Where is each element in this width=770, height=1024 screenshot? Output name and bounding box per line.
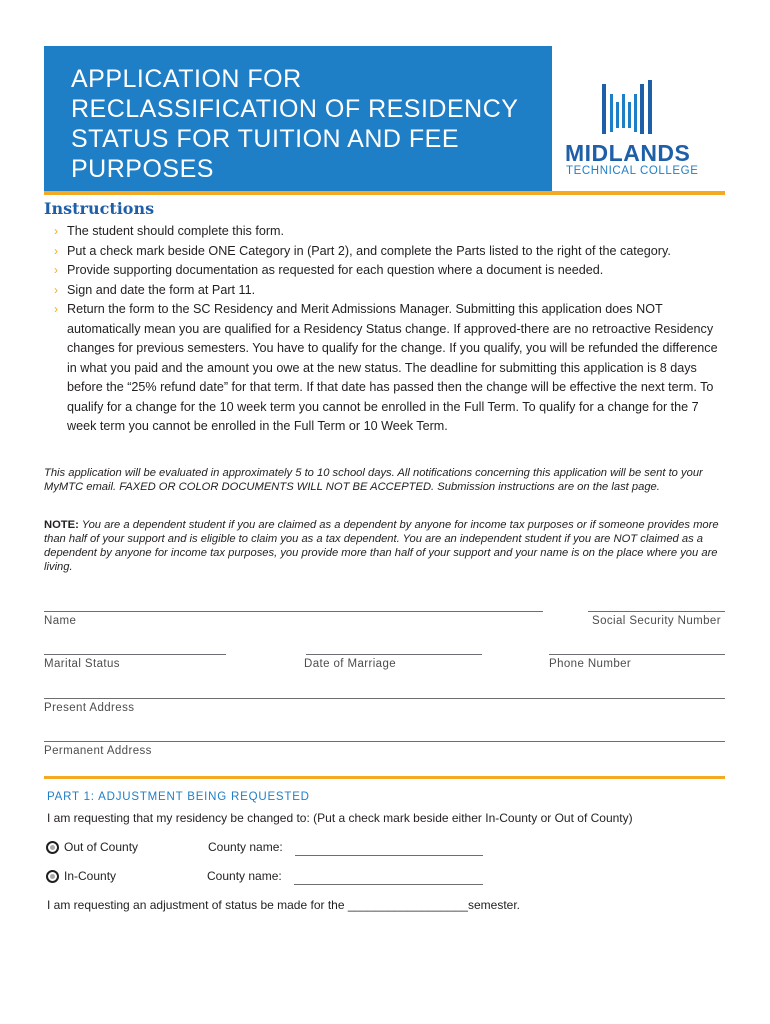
instruction-text: Return the form to the SC Residency and Merit Admissions Manager. Submitting this application does NOT automatically mean you are qualified for a Residency Status change. If approved-there are no retroactive Residency changes for previous semesters. You have to qualify for the change. If you qualify, you will be refunded the difference in what you paid and the amount you owe at the new status. The deadline for submitting this application is 8 days before the “25% refund date” for that term. If that date has passed then the change will be effective the next term. To qualify for a change for the 10 week term you cannot be enrolled in the Full Term. To qualify for a change for the 7 week term you cannot be enrolled in the Full Term or 10 Week Term. bbox=[67, 302, 718, 433]
instruction-text: Provide supporting documentation as requested for each question where a document is needed. bbox=[67, 263, 604, 277]
out-of-county-county-label: County name: bbox=[208, 840, 283, 854]
name-field[interactable] bbox=[44, 611, 543, 612]
semester-field[interactable]: __________________ bbox=[347, 898, 468, 912]
ssn-field[interactable] bbox=[588, 611, 725, 612]
instructions-heading: Instructions bbox=[44, 199, 155, 218]
instruction-text: Put a check mark beside ONE Category in (Part 2), and complete the Parts listed to the right of the category. bbox=[67, 243, 671, 258]
chevron-right-icon: › bbox=[54, 243, 58, 258]
phone-field[interactable] bbox=[549, 654, 725, 655]
instruction-item bbox=[54, 281, 726, 301]
chevron-right-icon: › bbox=[54, 302, 58, 316]
out-of-county-county-field[interactable] bbox=[295, 855, 483, 856]
out-of-county-radio[interactable] bbox=[46, 841, 59, 854]
chevron-right-icon: › bbox=[54, 282, 58, 297]
instruction-item bbox=[54, 300, 726, 437]
semester-prefix: I am requesting an adjustment of status be made for the bbox=[47, 898, 348, 912]
instruction-item bbox=[54, 261, 726, 281]
logo-subtitle: TECHNICAL COLLEGE bbox=[566, 165, 699, 177]
part1-divider bbox=[44, 776, 725, 779]
ssn-label: Social Security Number bbox=[592, 615, 721, 627]
part1-heading: PART 1: ADJUSTMENT BEING REQUESTED bbox=[47, 791, 310, 803]
marital-status-label: Marital Status bbox=[44, 658, 120, 670]
instruction-text: The student should complete this form. bbox=[67, 224, 285, 238]
college-logo-icon bbox=[600, 78, 662, 136]
present-address-label: Present Address bbox=[44, 702, 135, 714]
permanent-address-label: Permanent Address bbox=[44, 745, 152, 757]
radio-dot bbox=[50, 845, 55, 850]
permanent-address-field[interactable] bbox=[44, 741, 725, 742]
in-county-label: In-County bbox=[64, 869, 117, 883]
instructions-list bbox=[54, 222, 726, 437]
date-of-marriage-label: Date of Marriage bbox=[304, 658, 397, 670]
dependency-note bbox=[44, 518, 724, 574]
in-county-county-field[interactable] bbox=[294, 884, 483, 885]
chevron-right-icon: › bbox=[54, 224, 58, 238]
out-of-county-label: Out of County bbox=[64, 840, 139, 854]
note-label: NOTE: bbox=[44, 519, 79, 531]
midlands-logo bbox=[560, 74, 710, 184]
chevron-right-icon: › bbox=[54, 263, 58, 277]
name-label: Name bbox=[44, 615, 77, 627]
instruction-text: Sign and date the form at Part 11. bbox=[67, 282, 256, 297]
instruction-item bbox=[54, 222, 726, 242]
in-county-radio[interactable] bbox=[46, 870, 59, 883]
present-address-field[interactable] bbox=[44, 698, 725, 699]
radio-dot bbox=[50, 874, 55, 879]
semester-request bbox=[47, 898, 520, 912]
date-of-marriage-field[interactable] bbox=[306, 654, 482, 655]
phone-label: Phone Number bbox=[549, 658, 632, 670]
marital-status-field[interactable] bbox=[44, 654, 226, 655]
form-title: APPLICATION FOR RECLASSIFICATION OF RESIDENCY STATUS FOR TUITION AND FEE PURPOSES bbox=[71, 65, 518, 183]
in-county-county-label: County name: bbox=[207, 869, 282, 883]
instruction-item bbox=[54, 242, 726, 262]
form-title-banner bbox=[44, 46, 552, 192]
note-text: You are a dependent student if you are claimed as a dependent by anyone for income tax purposes or if someone provides more than half of your support and is eligible to claim you as a tax dependent. You are an independent student if you are NOT claimed as a dependent by anyone for income tax purposes, you provide more than half of your support and your name is on the place where you are living. bbox=[44, 519, 719, 573]
semester-suffix: semester. bbox=[467, 898, 521, 912]
evaluation-note: This application will be evaluated in approximately 5 to 10 school days. All notifications concerning this application will be sent to your MyMTC email. FAXED OR COLOR DOCUMENTS WILL NOT BE ACCEPTED. Submission instructions are on the last page. bbox=[44, 467, 703, 493]
logo-name: MIDLANDS bbox=[565, 140, 691, 166]
header-divider bbox=[44, 191, 725, 195]
part1-request-text: I am requesting that my residency be changed to: (Put a check mark beside either In-County or Out of County) bbox=[47, 811, 633, 825]
